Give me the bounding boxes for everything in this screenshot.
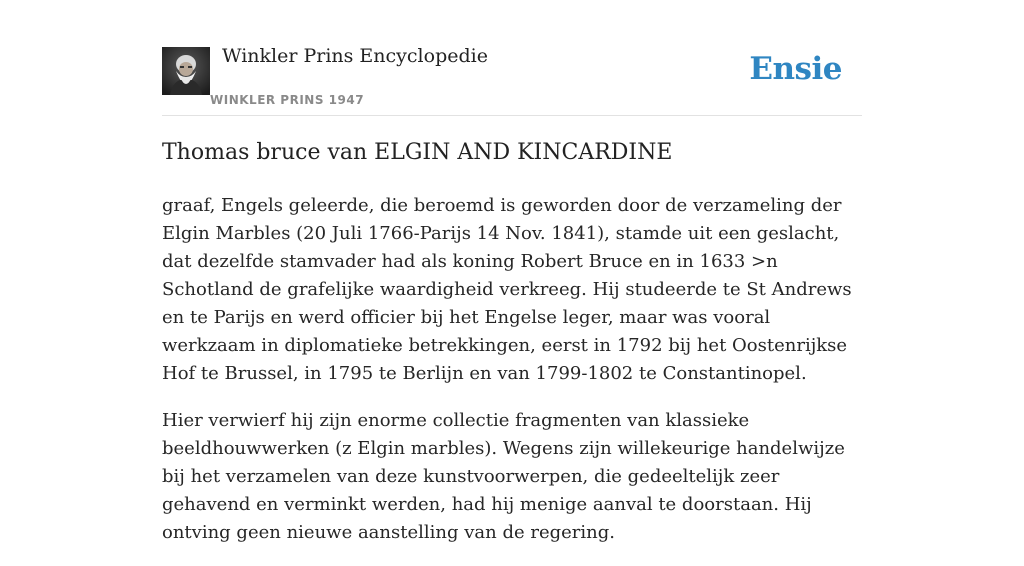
- bearded-man-portrait-icon: [162, 47, 210, 95]
- site-header: [162, 0, 862, 116]
- article-title: Thomas bruce van ELGIN AND KINCARDINE: [162, 140, 673, 165]
- article-body: [162, 192, 862, 566]
- publication-title[interactable]: Winkler Prins Encyclopedie: [222, 45, 488, 67]
- article-paragraph: graaf, Engels geleerde, die beroemd is geworden door de verzameling der Elgin Marbles (20 Juli 1766-Parijs 14 Nov. 1841), stamde uit een geslacht, dat dezelfde stamvader had als koning Robert Bruce en in 1633 >n Schotland de grafelijke waardigheid verkreeg. Hij studeerde te St Andrews en te Parijs en werd officier bij het Engelse leger, maar was vooral werkzaam in diplomatieke betrekkingen, eerst in 1792 bij het Oostenrijkse Hof te Brussel, in 1795 te Berlijn en van 1799-1802 te Constantinopel.: [162, 195, 852, 384]
- content-column: [162, 0, 862, 543]
- ensie-logo[interactable]: Ensie: [749, 51, 842, 87]
- publication-subtitle: WINKLER PRINS 1947: [210, 93, 365, 107]
- avatar[interactable]: [162, 47, 210, 95]
- article-paragraph: Hier verwierf hij zijn enorme collectie fragmenten van klassieke beeldhouwwerken (z Elgin marbles). Wegens zijn willekeurige handelwijze bij het verzamelen van deze kunstvoorwerpen, die gedeeltelijk zeer gehavend en verminkt werden, had hij menige aanval te doorstaan. Hij ontving geen nieuwe aanstelling van de regering.: [162, 410, 845, 543]
